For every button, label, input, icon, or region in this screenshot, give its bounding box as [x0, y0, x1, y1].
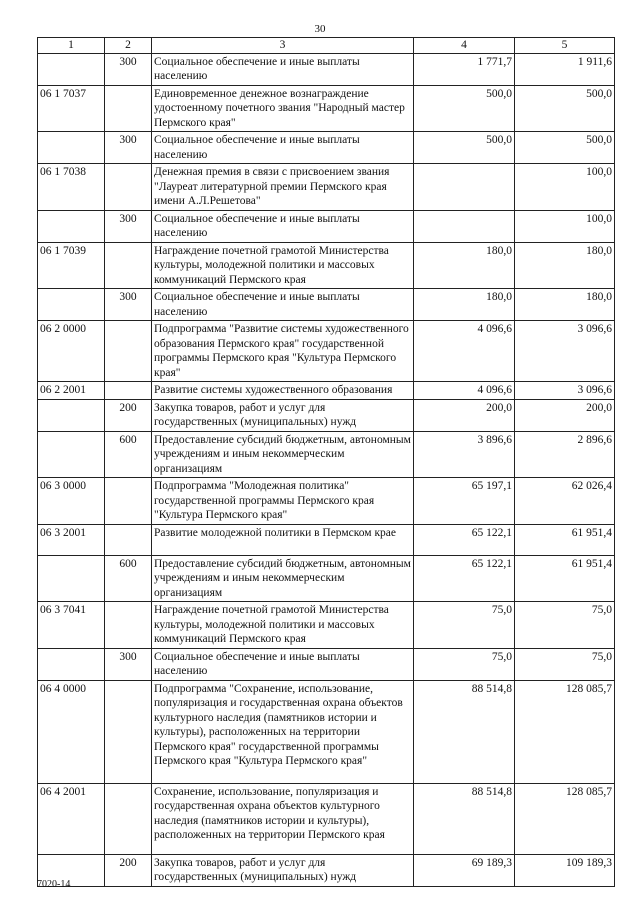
row-code: 06 2 0000: [38, 321, 105, 382]
table-row: [38, 524, 615, 555]
row-value-year1: 75,0: [414, 602, 515, 649]
row-expense-type: [105, 524, 152, 555]
row-code: 06 1 7039: [38, 242, 105, 289]
row-code: [38, 555, 105, 602]
row-name: Социальное обеспечение и иные выплаты населению: [152, 132, 414, 164]
row-code: [38, 132, 105, 164]
row-name: Социальное обеспечение и иные выплаты населению: [152, 289, 414, 321]
row-value-year2: 61 951,4: [515, 524, 615, 555]
row-expense-type: [105, 382, 152, 400]
table-body: [38, 53, 615, 886]
row-value-year1: 180,0: [414, 242, 515, 289]
table-row: [38, 132, 615, 164]
row-name: Подпрограмма "Молодежная политика" государственной программы Пермского края "Культура Пермского края": [152, 478, 414, 525]
row-value-year1: 1 771,7: [414, 53, 515, 85]
table-row: [38, 242, 615, 289]
table-row: [38, 289, 615, 321]
row-value-year2: 3 096,6: [515, 321, 615, 382]
row-name: Денежная премия в связи с присвоением звания "Лауреат литературной премии Пермского края имени А.Л.Решетова": [152, 164, 414, 211]
row-expense-type: [105, 242, 152, 289]
table-row: [38, 210, 615, 242]
row-name: Награждение почетной грамотой Министерства культуры, молодежной политики и массовых коммуникаций Пермского края: [152, 242, 414, 289]
row-value-year2: 500,0: [515, 85, 615, 132]
row-code: 06 3 7041: [38, 602, 105, 649]
row-value-year1: 4 096,6: [414, 382, 515, 400]
row-value-year2: 128 085,7: [515, 783, 615, 854]
row-expense-type: [105, 680, 152, 783]
row-expense-type: 300: [105, 53, 152, 85]
table-row: [38, 85, 615, 132]
row-value-year2: 180,0: [515, 242, 615, 289]
row-code: 06 3 0000: [38, 478, 105, 525]
row-value-year1: 3 896,6: [414, 431, 515, 478]
row-code: [38, 53, 105, 85]
table-row: [38, 321, 615, 382]
row-name: Сохранение, использование, популяризация и государственная охрана объектов культурного наследия (памятников истории и культуры), расположенных на территории Пермского края: [152, 783, 414, 854]
header-col-5: 5: [515, 38, 615, 54]
row-name: Закупка товаров, работ и услуг для государственных (муниципальных) нужд: [152, 399, 414, 431]
row-name: Развитие системы художественного образования: [152, 382, 414, 400]
header-col-1: 1: [38, 38, 105, 54]
row-value-year1: 500,0: [414, 85, 515, 132]
table-row: [38, 431, 615, 478]
row-expense-type: [105, 164, 152, 211]
row-code: 06 4 0000: [38, 680, 105, 783]
row-value-year2: 75,0: [515, 602, 615, 649]
row-value-year2: 109 189,3: [515, 854, 615, 886]
row-value-year2: 75,0: [515, 648, 615, 680]
table-row: [38, 854, 615, 886]
table-row: [38, 602, 615, 649]
row-value-year1: 200,0: [414, 399, 515, 431]
table-row: [38, 399, 615, 431]
row-value-year2: 3 096,6: [515, 382, 615, 400]
row-name: Закупка товаров, работ и услуг для государственных (муниципальных) нужд: [152, 854, 414, 886]
row-value-year2: 61 951,4: [515, 555, 615, 602]
row-value-year1: 88 514,8: [414, 680, 515, 783]
row-code: [38, 431, 105, 478]
row-code: [38, 399, 105, 431]
footer-code: 7020-14: [37, 879, 71, 890]
row-name: Награждение почетной грамотой Министерства культуры, молодежной политики и массовых коммуникаций Пермского края: [152, 602, 414, 649]
row-expense-type: 300: [105, 289, 152, 321]
row-name: Предоставление субсидий бюджетным, автономным учреждениям и иным некоммерческим организациям: [152, 431, 414, 478]
row-code: 06 2 2001: [38, 382, 105, 400]
table-header-row: [38, 38, 615, 54]
budget-table: [37, 37, 615, 887]
header-col-4: 4: [414, 38, 515, 54]
table-row: [38, 783, 615, 854]
row-value-year1: 500,0: [414, 132, 515, 164]
row-expense-type: 300: [105, 210, 152, 242]
header-col-2: 2: [105, 38, 152, 54]
row-name: Социальное обеспечение и иные выплаты населению: [152, 648, 414, 680]
row-value-year2: 180,0: [515, 289, 615, 321]
row-name: Предоставление субсидий бюджетным, автономным учреждениям и иным некоммерческим организациям: [152, 555, 414, 602]
row-expense-type: [105, 85, 152, 132]
row-value-year2: 62 026,4: [515, 478, 615, 525]
row-name: Единовременное денежное вознаграждение удостоенному почетного звания "Народный мастер Пермского края": [152, 85, 414, 132]
row-value-year1: 65 197,1: [414, 478, 515, 525]
row-value-year2: 2 896,6: [515, 431, 615, 478]
page-number: 30: [314, 23, 326, 35]
row-value-year2: 1 911,6: [515, 53, 615, 85]
row-value-year2: 128 085,7: [515, 680, 615, 783]
row-value-year1: 65 122,1: [414, 555, 515, 602]
row-expense-type: [105, 783, 152, 854]
row-value-year2: 100,0: [515, 210, 615, 242]
row-value-year1: [414, 210, 515, 242]
row-code: [38, 210, 105, 242]
row-expense-type: [105, 321, 152, 382]
row-name: Социальное обеспечение и иные выплаты населению: [152, 210, 414, 242]
row-name: Развитие молодежной политики в Пермском крае: [152, 524, 414, 555]
row-expense-type: [105, 478, 152, 525]
row-code: 06 4 2001: [38, 783, 105, 854]
table-row: [38, 382, 615, 400]
row-expense-type: 200: [105, 399, 152, 431]
row-value-year1: 88 514,8: [414, 783, 515, 854]
row-code: [38, 648, 105, 680]
row-value-year1: 180,0: [414, 289, 515, 321]
row-code: 06 1 7038: [38, 164, 105, 211]
row-value-year2: 500,0: [515, 132, 615, 164]
row-name: Подпрограмма "Развитие системы художественного образования Пермского края" государственной программы Пермского края "Культура Пермского края": [152, 321, 414, 382]
row-value-year1: 65 122,1: [414, 524, 515, 555]
table-row: [38, 164, 615, 211]
row-expense-type: 300: [105, 132, 152, 164]
row-code: 06 3 2001: [38, 524, 105, 555]
row-name: Социальное обеспечение и иные выплаты населению: [152, 53, 414, 85]
row-expense-type: 200: [105, 854, 152, 886]
row-value-year1: 4 096,6: [414, 321, 515, 382]
row-value-year1: 75,0: [414, 648, 515, 680]
row-expense-type: 600: [105, 555, 152, 602]
row-value-year2: 100,0: [515, 164, 615, 211]
row-code: 06 1 7037: [38, 85, 105, 132]
table-row: [38, 648, 615, 680]
table-row: [38, 680, 615, 783]
row-code: [38, 289, 105, 321]
row-expense-type: 600: [105, 431, 152, 478]
row-value-year2: 200,0: [515, 399, 615, 431]
row-value-year1: [414, 164, 515, 211]
table-row: [38, 555, 615, 602]
table-row: [38, 53, 615, 85]
row-value-year1: 69 189,3: [414, 854, 515, 886]
row-name: Подпрограмма "Сохранение, использование, популяризация и государственная охрана объектов культурного наследия (памятников истории и культуры), расположенных на территории Пермского края" государственной программы Пермского края "Культура Пермского края": [152, 680, 414, 783]
header-col-3: 3: [152, 38, 414, 54]
table-row: [38, 478, 615, 525]
row-expense-type: 300: [105, 648, 152, 680]
row-expense-type: [105, 602, 152, 649]
